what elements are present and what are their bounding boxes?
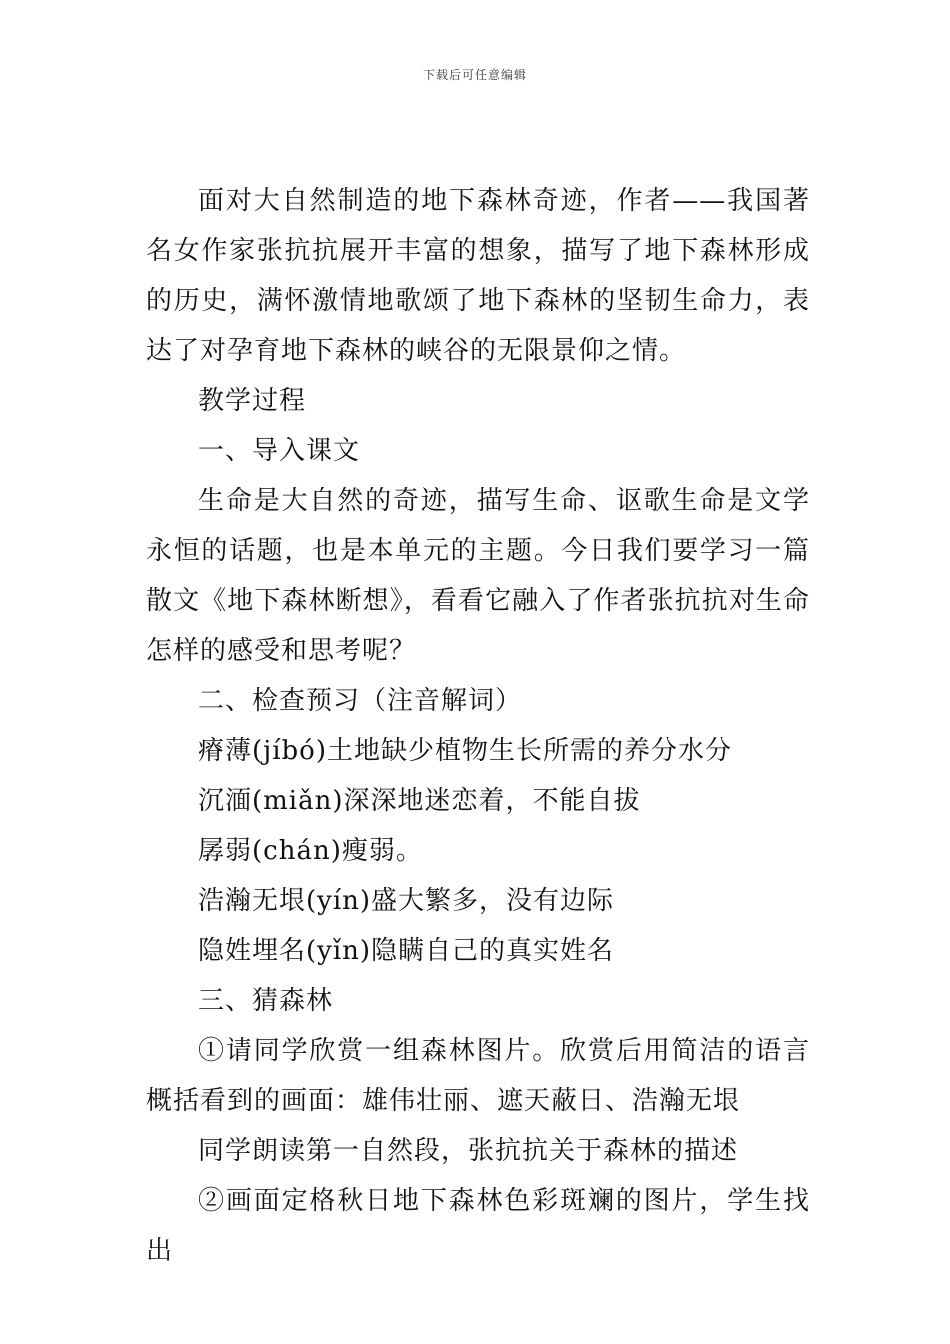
document-body <box>146 176 810 1276</box>
paragraph-reading: 同学朗读第一自然段，张抗抗关于森林的描述 <box>198 1136 739 1166</box>
vocab-item: 孱弱(chán)瘦弱。 <box>198 836 423 866</box>
section-heading-preview-check: 二、检查预习（注音解词） <box>198 686 523 716</box>
page-header: 下载后可任意编辑 <box>422 68 527 82</box>
vocab-item: 沉湎(miǎn)深深地迷恋着，不能自拔 <box>198 786 641 816</box>
paragraph-step-2: ②画面定格秋日地下森林色彩斑斓的图片，学生找出 <box>146 1186 810 1266</box>
vocab-item: 瘠薄(jíbó)土地缺少植物生长所需的养分水分 <box>198 736 732 766</box>
paragraph-introduction: 生命是大自然的奇迹，描写生命、讴歌生命是文学永恒的话题，也是本单元的主题。今日我们要学习一篇散文《地下森林断想》，看看它融入了作者张抗抗对生命怎样的感受和思考呢？ <box>146 486 810 666</box>
paragraph-intro: 面对大自然制造的地下森林奇迹，作者——我国著名女作家张抗抗展开丰富的想象，描写了地下森林形成的历史，满怀激情地歌颂了地下森林的坚韧生命力，表达了对孕育地下森林的峡谷的无限景仰之情。 <box>146 186 810 366</box>
section-heading-teaching-process: 教学过程 <box>198 386 307 416</box>
vocab-item: 隐姓埋名(yǐn)隐瞒自己的真实姓名 <box>198 936 615 966</box>
vocab-item: 浩瀚无垠(yín)盛大繁多，没有边际 <box>198 886 615 916</box>
section-heading-introduction: 一、导入课文 <box>198 436 361 466</box>
section-heading-guess-forest: 三、猜森林 <box>198 986 334 1016</box>
paragraph-step-1: ①请同学欣赏一组森林图片。欣赏后用简洁的语言概括看到的画面：雄伟壮丽、遮天蔽日、浩瀚无垠 <box>146 1036 810 1116</box>
